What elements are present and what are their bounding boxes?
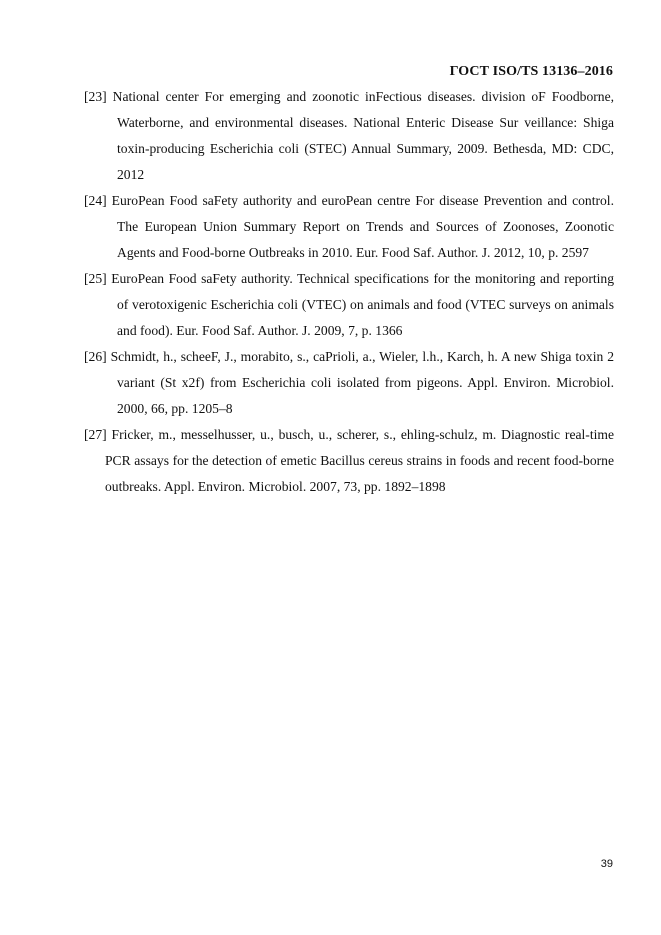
reference-27: [84, 422, 614, 500]
reference-26: [84, 344, 614, 422]
reference-24: [84, 188, 614, 266]
standard-header: ГОСТ ISO/TS 13136–2016: [449, 64, 613, 79]
reference-number: [26]: [84, 349, 107, 364]
reference-23: [84, 84, 614, 188]
reference-text: EuroPean Food saFety authority. Technical specifications for the monitoring and reporting of verotoxigenic Escherichia coli (VTEC) on animals and food (VTEC surveys on animals and food). Eur. Food Saf. Author. J. 2009, 7, p. 1366: [111, 271, 614, 338]
reference-text: EuroPean Food saFety authority and euroPean centre For disease Prevention and control. The European Union Summary Report on Trends and Sources of Zoonoses, Zoonotic Agents and Food-borne Outbreaks in 2010. Eur. Food Saf. Author. J. 2012, 10, p. 2597: [111, 193, 614, 260]
reference-text: National center For emerging and zoonotic inFectious diseases. division oF Foodborne, Waterborne, and environmental diseases. National Enteric Disease Sur veillance: Shiga toxin-producing Escherichia coli (STEC) Annual Summary, 2009. Bethesda, MD: CDC, 2012: [112, 89, 615, 182]
reference-number: [23]: [84, 89, 107, 104]
reference-25: [84, 266, 614, 344]
reference-list: [84, 84, 614, 500]
reference-text: Fricker, m., messelhusser, u., busch, u., scherer, s., ehling-schulz, m. Diagnostic real-time PCR assays for the detection of emetic Bacillus cereus strains in foods and recent food-borne outbreaks. Appl. Environ. Microbiol. 2007, 73, pp. 1892–1898: [105, 427, 614, 494]
page-number: 39: [600, 858, 613, 870]
reference-number: [24]: [84, 193, 107, 208]
reference-number: [25]: [84, 271, 107, 286]
reference-number: [27]: [84, 427, 107, 442]
reference-text: Schmidt, h., scheeF, J., morabito, s., caPrioli, a., Wieler, l.h., Karch, h. A new Shiga toxin 2 variant (St x2f) from Escherichia coli isolated from pigeons. Appl. Environ. Microbiol. 2000, 66, pp. 1205–8: [110, 349, 614, 416]
